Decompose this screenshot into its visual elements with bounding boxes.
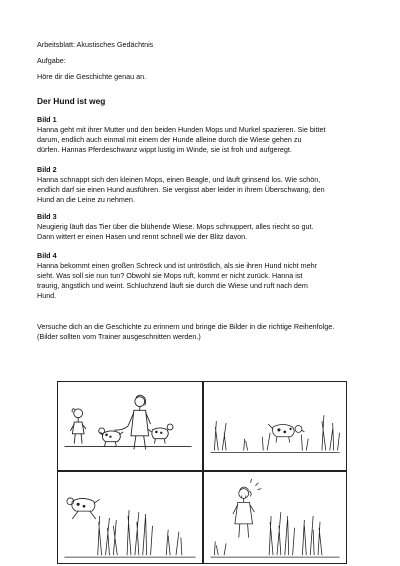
girl-mother-dogs-illustration [58, 382, 202, 470]
section-2-line-1: Hanna schnappt sich den kleinen Mops, einen Beagle, und läuft grinsend los. Wie schön, [37, 175, 321, 184]
section-4-line-2: sieht. Was soll sie nun tun? Obwohl sie Mops ruft, kommt er nicht zurück. Hanna ist [37, 271, 303, 280]
section-1-line-3: dürfen. Hannas Pferdeschwanz wippt lustig im Winde, sie ist froh und aufgeregt. [37, 145, 292, 154]
section-2-line-2: endlich darf sie einen Hund ausführen. Sie vergisst aber leider in ihrem Überschwang, den [37, 185, 325, 194]
picture-grid [57, 381, 347, 564]
picture-panel-4 [203, 471, 347, 564]
section-heading-3: Bild 3 [37, 212, 57, 221]
section-2-line-3: Hund an die Leine zu nehmen. [37, 195, 135, 204]
section-1-line-1: Hanna geht mit ihrer Mutter und den beiden Hunden Mops und Murkel spazieren. Sie bittet [37, 125, 326, 134]
section-1-line-2: darum, endlich auch einmal mit einem der Hunde alleine durch die Wiese gehen zu [37, 135, 302, 144]
section-4-line-1: Hanna bekommt einen großen Schreck und ist untröstlich, als sie ihren Hund nicht mehr [37, 261, 318, 270]
task-text: Höre dir die Geschichte genau an. [37, 72, 147, 81]
section-3-line-2: Dann wittert er einen Hasen und rennt schnell wie der Blitz davon. [37, 232, 248, 241]
dog-chasing-hare-illustration [58, 472, 202, 563]
section-3-line-1: Neugierig läuft das Tier über die blühende Wiese. Mops schnuppert, alles riecht so gut. [37, 222, 314, 231]
picture-panel-2 [203, 381, 347, 471]
worksheet-label: Arbeitsblatt: Akustisches Gedächtnis [37, 40, 154, 49]
trainer-note: (Bilder sollten vom Trainer ausgeschnitten werden.) [37, 332, 201, 341]
section-4-line-3: traurig, ängstlich und weint. Schluchzend läuft sie durch die Wiese und ruft nach dem [37, 281, 308, 290]
section-4-line-4: Hund. [37, 291, 57, 300]
girl-crying-meadow-illustration [204, 472, 346, 563]
section-heading-1: Bild 1 [37, 115, 57, 124]
section-heading-2: Bild 2 [37, 165, 57, 174]
dog-sniffing-meadow-illustration [204, 382, 346, 470]
section-heading-4: Bild 4 [37, 251, 57, 260]
picture-panel-3 [57, 471, 203, 564]
instruction-text: Versuche dich an die Geschichte zu erinnern und bringe die Bilder in die richtige Reihenfolge. [37, 322, 335, 331]
story-title: Der Hund ist weg [37, 96, 106, 106]
picture-panel-1 [57, 381, 203, 471]
task-label: Aufgabe: [37, 56, 66, 65]
